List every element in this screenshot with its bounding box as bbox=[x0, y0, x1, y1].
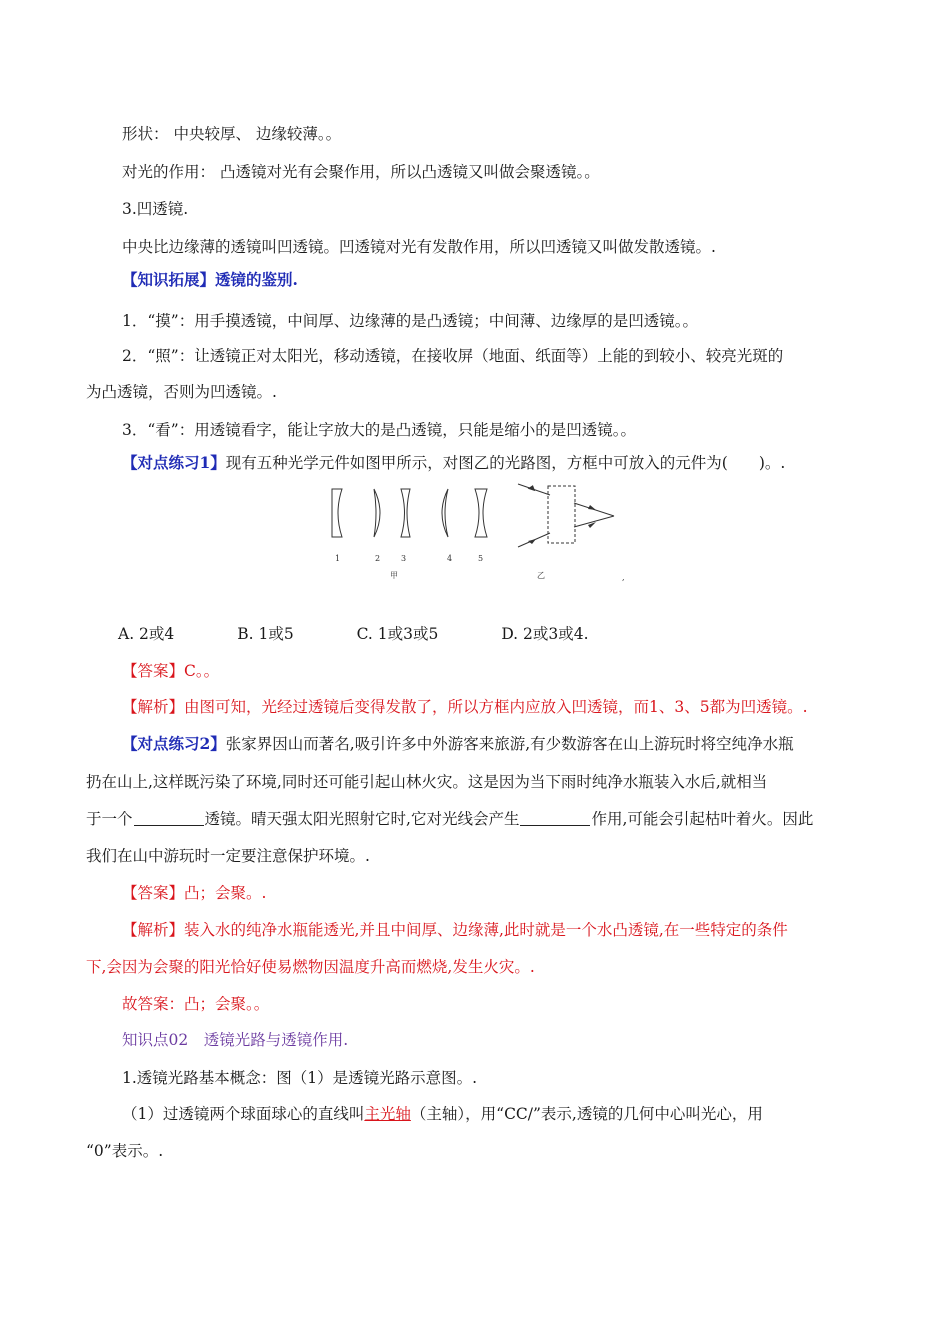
analysis1-text: 由图可知，光经过透镜后变得发散了，所以方框内应放入凹透镜，而1、3、5都为凹透镜。. bbox=[184, 698, 808, 716]
exercise1-analysis bbox=[0, 697, 950, 717]
exercise2-text3b: 透镜。晴天强太阳光照射它时,它对光线会产生 bbox=[204, 810, 520, 828]
exercise1-options bbox=[0, 624, 950, 644]
lens-4 bbox=[442, 489, 448, 537]
method-shine-line1: 2．“照”：让透镜正对太阳光，移动透镜，在接收屏（地面、纸面等）上能的到较小、较亮光斑的 bbox=[122, 347, 784, 365]
exercise2-analysis-line2: 下,会因为会聚的阳光恰好使易燃物因温度升高而燃烧,发生火灾。. bbox=[86, 958, 535, 976]
analysis2-tag: 【解析】 bbox=[122, 921, 185, 939]
shape-label: 形状： bbox=[122, 125, 169, 143]
concept-line1: 1.透镜光路基本概念：图（1）是透镜光路示意图。. bbox=[122, 1069, 478, 1087]
blank-2 bbox=[520, 810, 590, 826]
exercise2-line1 bbox=[0, 734, 950, 754]
outgoing-ray-bottom bbox=[574, 516, 614, 527]
option-d: D. 2或3或4. bbox=[501, 625, 589, 643]
exercise1-answer bbox=[0, 661, 950, 681]
answer1-text: C。。 bbox=[184, 662, 220, 680]
dashed-box bbox=[548, 486, 575, 543]
analysis1-tag: 【解析】 bbox=[122, 698, 185, 716]
concept2-text-a: （1）过透镜两个球面球心的直线叫 bbox=[122, 1105, 365, 1123]
lens-2 bbox=[374, 489, 380, 537]
label-3: 3 bbox=[401, 554, 407, 563]
concept2-text-b: （主轴），用“CC/”表示,透镜的几何中心叫光心，用 bbox=[410, 1105, 763, 1123]
effect-text: 凸透镜对光有会聚作用，所以凸透镜又叫做会聚透镜。。 bbox=[215, 163, 600, 181]
exercise2-text1: 张家界因山而著名,吸引许多中外游客来旅游,有少数游客在山上游玩时将空纯净水瓶 bbox=[225, 735, 794, 753]
extension-title: 透镜的鉴别. bbox=[215, 270, 298, 289]
answer1-tag: 【答案】 bbox=[122, 662, 185, 680]
lens-1 bbox=[332, 489, 342, 537]
exercise2-line4: 我们在山中游玩时一定要注意保护环境。. bbox=[86, 847, 370, 865]
method-touch: 1．“摸”：用手摸透镜，中间厚、边缘薄的是凸透镜；中间薄、边缘厚的是凹透镜。。 bbox=[122, 312, 698, 330]
concept-line2 bbox=[0, 1104, 950, 1124]
knowledge-extension-heading bbox=[0, 270, 950, 290]
exercise2-text3a: 于一个 bbox=[86, 810, 133, 828]
exercise1-tag: 【对点练习1】 bbox=[122, 453, 226, 472]
lens-5 bbox=[475, 489, 487, 537]
exercise2-answer bbox=[0, 883, 950, 903]
exercise2-final-answer: 故答案：凸；会聚。。 bbox=[122, 995, 270, 1013]
label-1: 1 bbox=[335, 554, 341, 563]
exercise2-text3c: 作用,可能会引起枯叶着火。因此 bbox=[591, 810, 814, 828]
label-4: 4 bbox=[447, 554, 453, 563]
concave-definition: 中央比边缘薄的透镜叫凹透镜。凹透镜对光有发散作用，所以凹透镜又叫做发散透镜。. bbox=[122, 238, 716, 256]
method-look: 3．“看”：用透镜看字，能让字放大的是凸透镜，只能是缩小的是凹透镜。。 bbox=[122, 421, 636, 439]
exercise2-line3 bbox=[0, 809, 950, 829]
blank-1 bbox=[134, 810, 204, 826]
answer2-tag: 【答案】 bbox=[122, 884, 185, 902]
option-a: A. 2或4 bbox=[118, 625, 175, 643]
lens-3 bbox=[401, 489, 410, 537]
extension-tag: 【知识拓展】 bbox=[122, 270, 216, 289]
shape-text: 中央较厚、 边缘较薄。。 bbox=[168, 125, 342, 143]
exercise2-line2: 扔在山上,这样既污染了环境,同时还可能引起山林火灾。这是因为当下雨时纯净水瓶装入水后,就相当 bbox=[86, 773, 768, 791]
caption-yi: 乙 bbox=[537, 571, 545, 580]
exercise2-analysis-line1 bbox=[0, 920, 950, 940]
exercise1-question bbox=[0, 453, 950, 473]
option-c: C. 1或3或5 bbox=[356, 625, 439, 643]
exercise1-text: 现有五种光学元件如图甲所示，对图乙的光路图，方框中可放入的元件为( )。. bbox=[225, 454, 786, 472]
option-b: B. 1或5 bbox=[237, 625, 294, 643]
caption-jia: 甲 bbox=[390, 571, 398, 580]
concept-line3: “0”表示。. bbox=[86, 1142, 164, 1160]
concave-heading: 3.凹透镜. bbox=[122, 200, 189, 218]
label-5: 5 bbox=[478, 554, 484, 563]
figure-mark: , bbox=[622, 573, 625, 582]
principal-axis-term: 主光轴 bbox=[364, 1105, 411, 1123]
lens-figure bbox=[322, 481, 632, 591]
effect-label: 对光的作用： bbox=[122, 163, 216, 181]
knowledge-point-2-heading: 知识点02 透镜光路与透镜作用. bbox=[122, 1031, 349, 1049]
analysis2-text1: 装入水的纯净水瓶能透光,并且中间厚、边缘薄,此时就是一个水凸透镜,在一些特定的条件 bbox=[184, 921, 788, 939]
answer2-text: 凸；会聚。. bbox=[184, 884, 267, 902]
shape-line bbox=[0, 124, 950, 144]
method-shine-line2: 为凸透镜，否则为凹透镜。. bbox=[86, 383, 277, 401]
label-2: 2 bbox=[375, 554, 381, 563]
effect-line bbox=[0, 162, 950, 182]
exercise2-tag: 【对点练习2】 bbox=[122, 734, 226, 753]
